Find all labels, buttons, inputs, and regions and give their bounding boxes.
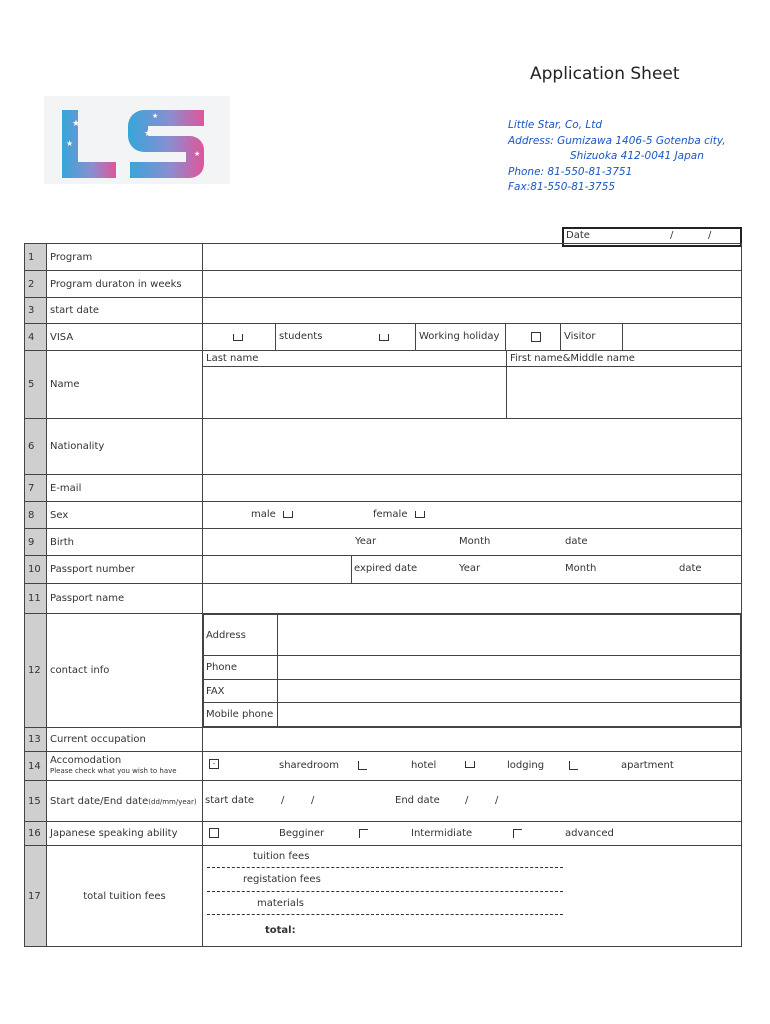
company-phone: Phone: 81-550-81-3751 — [508, 165, 633, 178]
row-label: Passport number — [47, 556, 203, 584]
row-label: Sex — [47, 502, 203, 529]
end-sep-1: / — [465, 795, 469, 806]
row-number: 16 — [25, 822, 47, 846]
row-label: Name — [47, 351, 203, 419]
row-number: 9 — [25, 529, 47, 556]
date-label: Date — [566, 230, 590, 241]
first-name-input[interactable] — [507, 367, 742, 419]
end-date-label: End date — [395, 795, 440, 806]
row-label: Program — [47, 244, 203, 271]
form-row-start-date — [25, 298, 742, 324]
svg-text:★: ★ — [152, 112, 159, 120]
email-input[interactable] — [203, 475, 742, 502]
expired-year-label: Year — [459, 563, 481, 574]
fax-input[interactable] — [278, 680, 741, 703]
start-date-label: start date — [205, 795, 255, 806]
end-sep-2: / — [495, 795, 499, 806]
company-name: Little Star, Co, Ltd — [508, 119, 603, 131]
phone-input[interactable] — [278, 656, 741, 680]
date-format-hint: (dd/mm/year) — [148, 797, 197, 806]
program-input[interactable] — [203, 244, 742, 271]
sex-male-checkbox[interactable] — [283, 509, 293, 520]
company-info — [508, 118, 726, 196]
birth-input[interactable] — [203, 529, 742, 556]
address-label: Address — [204, 615, 278, 656]
row-number: 14 — [25, 752, 47, 781]
row-label: contact info — [47, 614, 203, 728]
start-date-input[interactable] — [203, 298, 742, 324]
sharedroom-checkbox[interactable]: - — [209, 759, 219, 770]
form-row-japanese — [25, 822, 742, 846]
svg-text:★: ★ — [194, 150, 201, 158]
row-number: 1 — [25, 244, 47, 271]
row-number: 2 — [25, 271, 47, 298]
row-label: total tuition fees — [47, 846, 203, 947]
row-number: 13 — [25, 728, 47, 752]
last-name-input[interactable] — [203, 367, 507, 419]
advanced-label: advanced — [565, 828, 614, 839]
date-separator: / — [670, 230, 674, 241]
mobile-label: Mobile phone — [204, 703, 278, 727]
intermediate-checkbox[interactable] — [359, 828, 368, 839]
row-label: Passport name — [47, 584, 203, 614]
row-number: 8 — [25, 502, 47, 529]
company-fax: Fax:81-550-81-3755 — [508, 181, 616, 194]
total-label: total: — [265, 925, 296, 936]
tuition-fees-label: tuition fees — [253, 851, 310, 862]
birth-month-label: Month — [459, 536, 491, 547]
form-row-sex — [25, 502, 742, 529]
form-row-occupation — [25, 728, 742, 752]
visa-working-label: Working holiday — [419, 331, 500, 342]
apartment-label: apartment — [621, 760, 674, 771]
form-row-email — [25, 475, 742, 502]
expired-date-label: expired date — [354, 563, 418, 574]
start-end-input[interactable] — [203, 781, 742, 822]
row-label: E-mail — [47, 475, 203, 502]
form-row-passport-number — [25, 556, 742, 584]
intermediate-label: Intermidiate — [411, 828, 473, 839]
row-label: start date — [47, 298, 203, 324]
visa-working-checkbox[interactable] — [379, 332, 389, 343]
row-label: VISA — [47, 324, 203, 351]
row-label: Accomodation — [50, 755, 122, 766]
first-name-label: First name&Middle name — [507, 351, 742, 367]
fax-label: FAX — [204, 680, 278, 703]
form-row-nationality — [25, 419, 742, 475]
row-label: Start date/End date — [50, 795, 149, 807]
occupation-input[interactable] — [203, 728, 742, 752]
birth-date-label: date — [565, 536, 588, 547]
svg-text:★: ★ — [144, 129, 153, 139]
contact-subtable — [203, 614, 741, 727]
lodging-checkbox[interactable] — [465, 759, 475, 770]
row-number: 5 — [25, 351, 47, 419]
visa-students-checkbox[interactable] — [233, 332, 243, 343]
expired-day-label: date — [679, 563, 702, 574]
materials-label: materials — [257, 898, 304, 909]
last-name-label: Last name — [203, 351, 507, 367]
beginner-label: Begginer — [279, 828, 325, 839]
address-input[interactable] — [278, 615, 741, 656]
application-form — [24, 243, 742, 947]
expired-month-label: Month — [565, 563, 597, 574]
sharedroom-label: sharedroom — [279, 760, 339, 771]
start-sep-1: / — [281, 795, 285, 806]
start-sep-2: / — [311, 795, 315, 806]
sex-female-label: female — [373, 509, 408, 520]
row-number: 6 — [25, 419, 47, 475]
svg-text:★: ★ — [66, 139, 74, 148]
company-logo — [44, 96, 230, 184]
duration-input[interactable] — [203, 271, 742, 298]
form-row-start-end — [25, 781, 742, 822]
row-number: 12 — [25, 614, 47, 728]
page-title: Application Sheet — [530, 64, 680, 84]
row-label: Program duraton in weeks — [47, 271, 203, 298]
beginner-checkbox[interactable] — [209, 828, 219, 839]
form-row-tuition — [25, 846, 742, 947]
registration-fees-line[interactable] — [207, 891, 563, 892]
row-label: Current occupation — [47, 728, 203, 752]
sex-female-checkbox[interactable] — [415, 509, 425, 520]
visa-students-label: students — [279, 331, 323, 342]
row-label: Birth — [47, 529, 203, 556]
company-address-line2: Shizuoka 412-0041 Japan — [570, 150, 704, 163]
form-row-duration — [25, 271, 742, 298]
row-number: 4 — [25, 324, 47, 351]
accommodation-note: Please check what you wish to have — [50, 767, 177, 775]
form-row-passport-name — [25, 584, 742, 614]
date-separator: / — [708, 230, 712, 241]
materials-line[interactable] — [207, 914, 563, 915]
tuition-fees-line[interactable] — [207, 867, 563, 868]
phone-label: Phone — [204, 656, 278, 680]
apartment-checkbox[interactable] — [569, 760, 578, 771]
row-number: 10 — [25, 556, 47, 584]
nationality-input[interactable] — [203, 419, 742, 475]
row-label: Japanese speaking ability — [47, 822, 203, 846]
row-number: 3 — [25, 298, 47, 324]
visa-visitor-label: Visitor — [564, 331, 596, 342]
row-number: 17 — [25, 846, 47, 947]
row-number: 11 — [25, 584, 47, 614]
logo-graphic — [44, 96, 230, 184]
form-row-name-header — [25, 351, 742, 367]
form-row-contact — [25, 614, 742, 728]
company-address-line1: Address: Gumizawa 1406-5 Gotenba city, — [508, 134, 726, 147]
mobile-input[interactable] — [278, 703, 741, 727]
form-row-birth — [25, 529, 742, 556]
advanced-checkbox[interactable] — [513, 828, 522, 839]
row-number: 7 — [25, 475, 47, 502]
svg-text:★: ★ — [72, 119, 81, 129]
sex-male-label: male — [251, 509, 276, 520]
row-label: Nationality — [47, 419, 203, 475]
hotel-checkbox[interactable] — [358, 760, 367, 771]
visa-visitor-checkbox[interactable] — [531, 332, 541, 343]
registration-fees-label: registation fees — [243, 874, 321, 885]
birth-year-label: Year — [355, 536, 377, 547]
form-row-program — [25, 244, 742, 271]
form-row-visa — [25, 324, 742, 351]
form-row-accommodation — [25, 752, 742, 781]
row-number: 15 — [25, 781, 47, 822]
lodging-label: lodging — [507, 760, 545, 771]
passport-name-input[interactable] — [203, 584, 742, 614]
hotel-label: hotel — [411, 760, 437, 771]
